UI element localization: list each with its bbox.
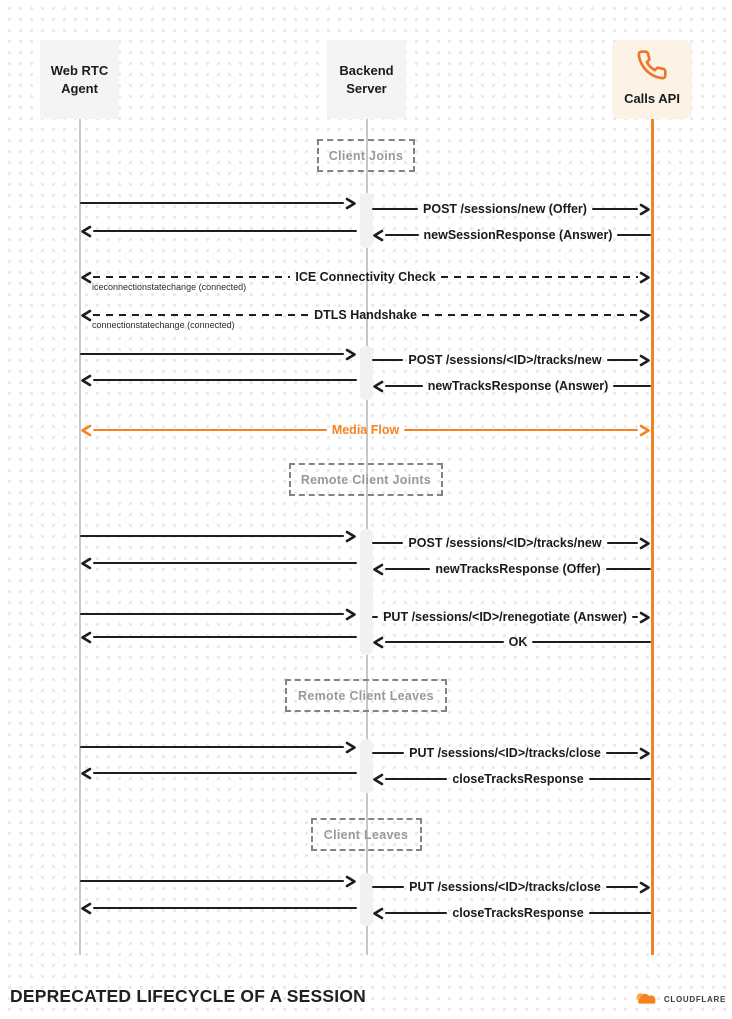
phase-label: Remote Client Leaves [285,679,447,712]
arrow-line [404,429,638,432]
arrow-line [80,613,344,616]
arrow-line [385,234,419,237]
actor-calls-api [612,40,692,119]
message-label: newSessionResponse (Answer) [423,228,613,242]
message-arrow [372,379,651,394]
message-arrow [372,353,651,368]
actor-label: Backend Server [339,62,394,96]
message-arrow [80,874,357,889]
arrowhead-left-icon [80,374,93,387]
message-label: closeTracksResponse [452,772,584,786]
phase-label: Client Leaves [311,818,422,851]
arrow-line [372,359,403,362]
arrowhead-right-icon [344,741,357,754]
activation-bar [360,873,373,926]
arrow-line [80,535,344,538]
arrow-line [372,886,404,889]
message-arrow [80,740,357,755]
activation-bar [360,739,373,793]
arrowhead-left-icon [80,631,93,644]
message-arrow [372,635,651,650]
arrowhead-left-icon [80,225,93,238]
activation-bar [360,529,373,655]
message-arrow [80,224,357,239]
arrow-line [532,641,651,644]
arrow-line [80,880,344,883]
arrow-line [80,353,344,356]
message-label: newTracksResponse (Offer) [435,562,601,576]
message-label: POST /sessions/<ID>/tracks/new [408,353,602,367]
phone-icon [636,49,668,81]
actor-label: Calls API [624,91,680,106]
arrow-line [606,752,638,755]
arrowhead-right-icon [638,747,651,760]
arrow-line [607,542,638,545]
message-arrow [80,607,357,622]
arrowhead-left-icon [372,773,385,786]
arrowhead-left-icon [372,563,385,576]
arrow-line [613,385,651,388]
message-arrow [372,746,651,761]
actor-webrtc-agent [40,40,119,119]
arrow-line [385,568,430,571]
arrow-line [93,429,327,432]
arrow-line [372,752,404,755]
event-note: iceconnectionstatechange (connected) [92,282,247,292]
activation-bar [360,346,373,400]
arrowhead-right-icon [638,881,651,894]
activation-bar [360,193,373,248]
diagram-title: DEPRECATED LIFECYCLE OF A SESSION [10,986,366,1006]
message-label: PUT /sessions/<ID>/renegotiate (Answer) [383,610,627,624]
arrow-line [422,314,638,317]
message-arrow [372,906,651,921]
message-arrow [372,880,651,895]
message-label: newTracksResponse (Answer) [427,379,609,393]
phase-label: Remote Client Joints [289,463,443,496]
arrowhead-right-icon [638,203,651,216]
message-arrow [80,630,357,645]
arrow-line [93,230,357,233]
message-label: closeTracksResponse [452,906,584,920]
message-arrow [80,901,357,916]
arrow-line [93,379,357,382]
arrow-line [372,208,418,211]
arrowhead-right-icon [344,608,357,621]
message-label: OK [508,635,528,649]
arrow-line [385,385,423,388]
arrowhead-right-icon [638,611,651,624]
arrowhead-left-icon [372,907,385,920]
arrow-line [607,359,638,362]
message-arrow [80,423,651,438]
message-arrow [372,202,651,217]
message-arrow [372,228,651,243]
message-arrow [372,536,651,551]
arrowhead-right-icon [344,530,357,543]
arrowhead-right-icon [344,197,357,210]
arrow-line [385,778,447,781]
arrowhead-right-icon [638,309,651,322]
arrow-line [592,208,638,211]
arrow-line [93,562,357,565]
arrow-line [93,314,309,317]
lifeline-calls-api [651,119,654,955]
message-arrow [80,373,357,388]
message-label: POST /sessions/<ID>/tracks/new [408,536,602,550]
actor-backend-server [327,40,406,119]
message-label: DTLS Handshake [314,308,417,322]
actor-label: Web RTC Agent [50,62,109,96]
arrowhead-left-icon [80,767,93,780]
arrow-line [589,912,651,915]
arrow-line [606,568,651,571]
arrowhead-left-icon [80,424,93,437]
arrowhead-right-icon [638,354,651,367]
arrow-line [93,276,290,279]
arrowhead-right-icon [638,537,651,550]
arrowhead-right-icon [638,424,651,437]
message-label: POST /sessions/new (Offer) [423,202,587,216]
arrow-line [385,912,447,915]
arrowhead-left-icon [372,636,385,649]
arrowhead-right-icon [344,348,357,361]
message-label: Media Flow [331,423,400,437]
cloudflare-cloud-icon [633,992,660,1006]
arrow-line [93,772,357,775]
message-arrow [80,196,357,211]
message-arrow [372,562,651,577]
arrow-line [80,202,344,205]
arrowhead-left-icon [80,557,93,570]
message-arrow [80,766,357,781]
cloudflare-wordmark: CLOUDFLARE [663,994,726,1004]
arrow-line [372,542,403,545]
message-label: ICE Connectivity Check [295,270,436,284]
message-arrow [372,772,651,787]
cloudflare-logo [633,992,726,1006]
arrow-line [441,276,638,279]
message-arrow [80,347,357,362]
message-arrow [372,610,651,625]
arrowhead-left-icon [372,229,385,242]
message-label: PUT /sessions/<ID>/tracks/close [409,880,601,894]
message-label: PUT /sessions/<ID>/tracks/close [409,746,601,760]
message-arrow [80,529,357,544]
arrowhead-right-icon [344,875,357,888]
phase-label: Client Joins [317,139,415,172]
arrow-line [617,234,651,237]
arrow-line [589,778,651,781]
message-arrow [80,556,357,571]
event-note: connectionstatechange (connected) [92,320,235,330]
arrowhead-left-icon [80,902,93,915]
arrowhead-right-icon [638,271,651,284]
arrow-line [385,641,504,644]
arrow-line [93,636,357,639]
arrow-line [606,886,638,889]
arrowhead-left-icon [372,380,385,393]
arrow-line [93,907,357,910]
arrow-line [80,746,344,749]
